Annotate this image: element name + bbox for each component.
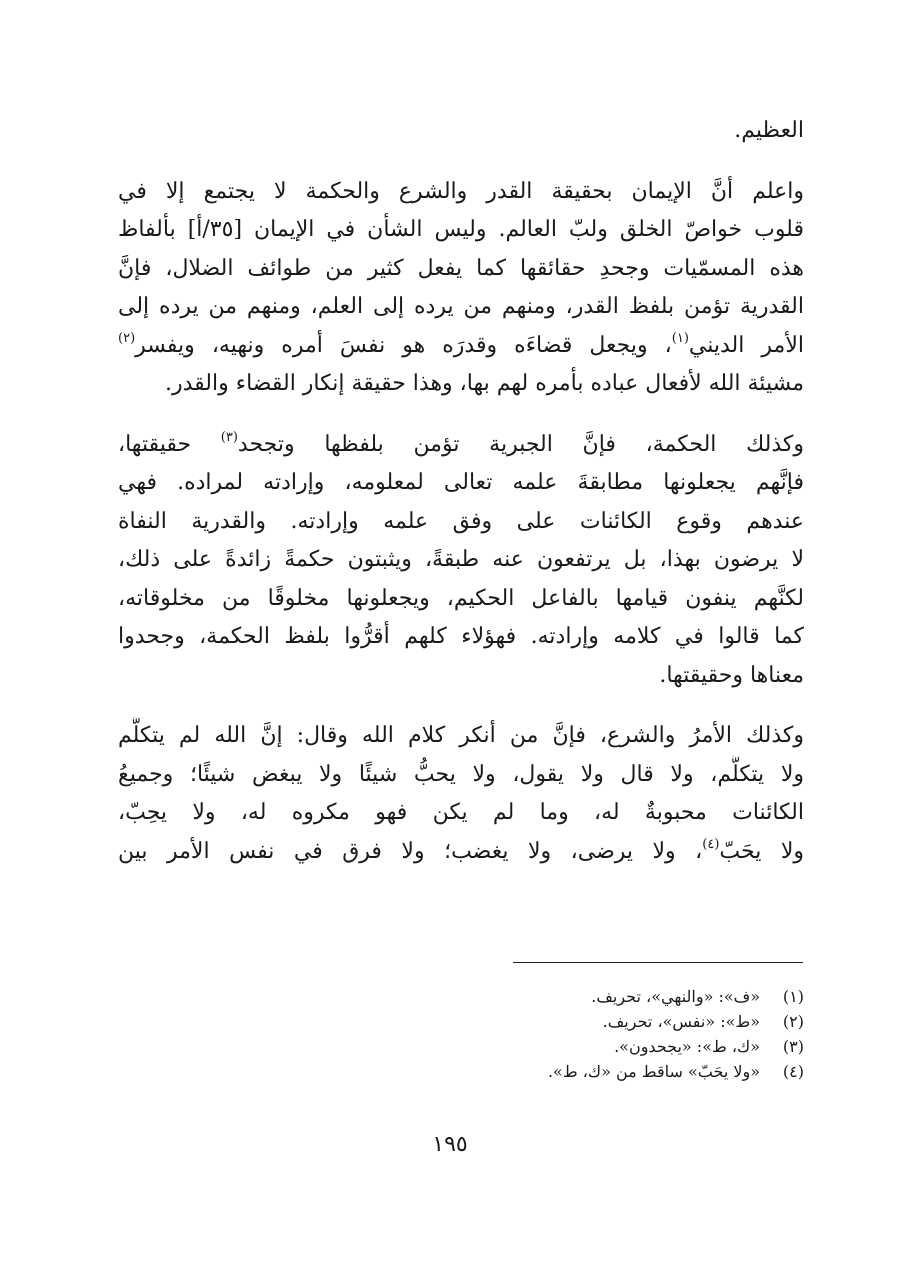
- text-line: كما قالوا في كلامه وإرادته. فهؤلاء كلهم أقرُّوا بلفظ الحكمة، وجحدوا: [118, 624, 804, 649]
- text-fragment: ولا يحَبّ: [719, 838, 804, 864]
- footnote-text: «ك، ط»: «يجحدون».: [614, 1037, 760, 1056]
- footnote-text: «ط»: «نفس»، تحريف.: [602, 1012, 760, 1031]
- text-line: العظيم.: [734, 118, 804, 143]
- text-line: معناها وحقيقتها.: [659, 662, 804, 688]
- text-fragment: وكذلك الحكمة، فإنَّ الجبرية تؤمن بلفظها وتجحد: [237, 431, 804, 457]
- text-line: القدرية تؤمن بلفظ القدر، ومنهم من يرده إلى العلم، ومنهم من يرده إلى: [118, 294, 804, 319]
- text-fragment: ، ويجعل قضاءَه وقدرَه هو نفسَ أمره ونهيه، ويفسر: [135, 332, 672, 358]
- text-line: هذه المسمّيات وجحدِ حقائقها كما يفعل كثير من طوائف الضلال، فإنَّ: [118, 255, 804, 281]
- footnote-number: (٣): [782, 1037, 804, 1056]
- text-line: [118, 327, 804, 366]
- footnote: [118, 1034, 804, 1059]
- main-text: [118, 112, 804, 871]
- footnote-marker: (١): [671, 330, 689, 346]
- footnote-text: «ولا يحَبّ» ساقط من «ك، ط».: [547, 1062, 760, 1081]
- page-number: ١٩٥: [432, 1132, 468, 1157]
- text-line: عندهم وقوع الكائنات على وفق علمه وإرادته. والقدرية النفاة: [118, 508, 804, 534]
- text-line: [118, 426, 804, 465]
- footnote: [118, 1009, 804, 1034]
- text-fragment: الأمر الديني: [688, 332, 804, 358]
- text-line: قلوب خواصّ الخلق ولبّ العالم. وليس الشأن في الإيمان [٣٥/أ] بألفاظ: [118, 217, 804, 242]
- footnote-separator: [513, 962, 803, 963]
- footnote-number: (٢): [782, 1012, 804, 1031]
- text-fragment: ، ولا يرضى، ولا يغضب؛ ولا فرق في نفس الأمر بين: [118, 838, 703, 864]
- footnote-number: (٤): [782, 1062, 804, 1081]
- text-line: [118, 833, 804, 872]
- text-line: لكنَّهم ينفون قيامها بالفاعل الحكيم، ويجعلونها مخلوقًا من مخلوقاته،: [118, 585, 804, 611]
- text-line: ولا يتكلَّم، ولا قال ولا يقول، ولا يحبُّ شيئًا ولا يبغض شيئًا؛ وجميعُ: [118, 761, 804, 787]
- footnote-text: «ف»: «والنهي»، تحريف.: [591, 987, 760, 1006]
- text-line: الكائنات محبوبةٌ له، وما لم يكن فهو مكروه له، ولا يحِبّ،: [118, 800, 804, 825]
- footnotes: [118, 984, 804, 1084]
- text-line: واعلم أنَّ الإيمان بحقيقة القدر والشرع والحكمة لا يجتمع إلا في: [118, 178, 804, 204]
- footnote: [118, 1059, 804, 1084]
- text-line: مشيئة الله لأفعال عباده بأمره لهم بها، وهذا حقيقة إنكار القضاء والقدر.: [165, 371, 804, 396]
- text-line: لا يرضون بهذا، بل يرتفعون عنه طبقةً، ويثبتون حكمةً زائدةً على ذلك،: [118, 547, 804, 572]
- text-line: فإنَّهم يجعلونها مطابقةَ علمه تعالى لمعلومه، وإرادته لمراده. فهي: [118, 470, 804, 495]
- text-fragment: حقيقتها،: [118, 431, 221, 457]
- footnote-number: (١): [782, 987, 804, 1006]
- text-line: وكذلك الأمرُ والشرع، فإنَّ من أنكر كلام الله وقال: إنَّ الله لم يتكلَّم: [118, 723, 804, 748]
- footnote-marker: (٤): [702, 836, 720, 852]
- footnote-marker: (٢): [118, 330, 136, 346]
- footnote: [118, 984, 804, 1009]
- footnote-marker: (٣): [220, 429, 238, 445]
